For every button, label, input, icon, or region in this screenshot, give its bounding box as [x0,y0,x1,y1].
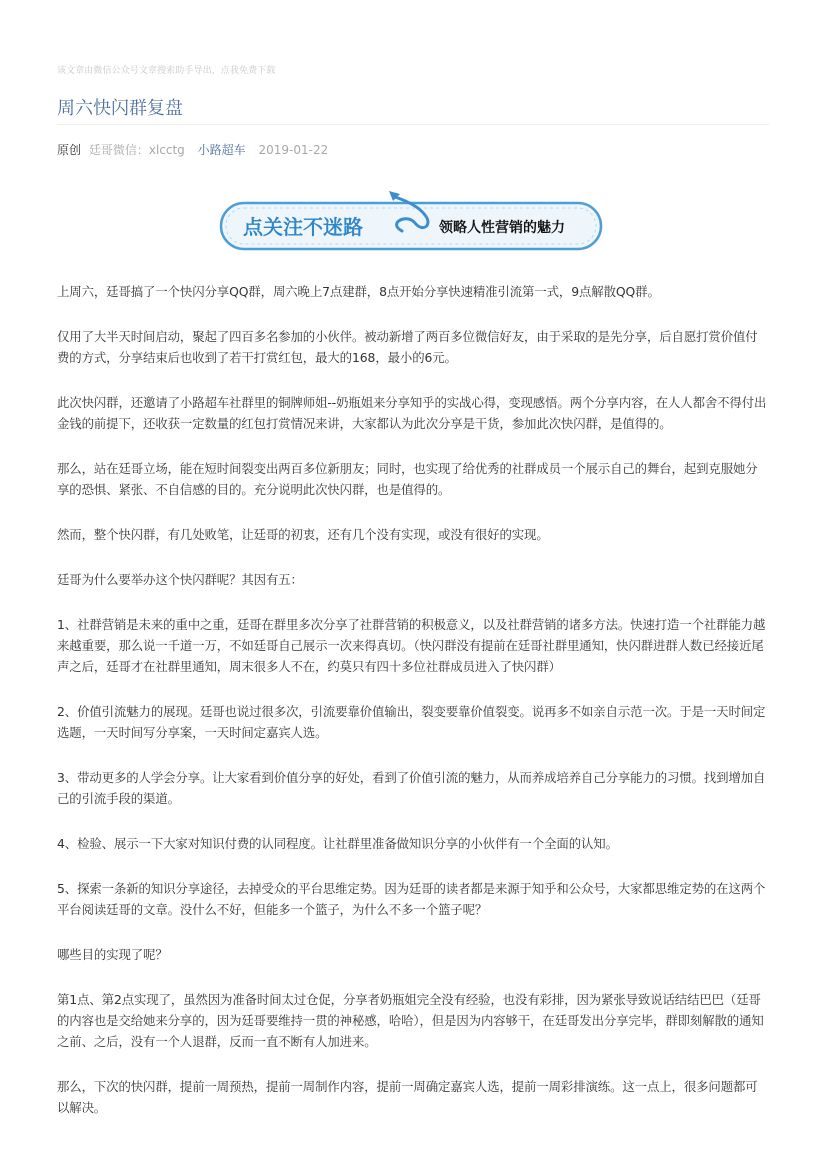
follow-banner-graphic [219,185,603,251]
paragraph: 2、价值引流魅力的展现。廷哥也说过很多次，引流要靠价值输出，裂变要靠价值裂变。说再多不如亲自示范一次。于是一天时间定选题，一天时间写分享案，一天时间定嘉宾人选。 [57,704,766,740]
paragraph: 5、探索一条新的知识分享途径，去掉受众的平台思维定势。因为廷哥的读者都是来源于知乎和公众号，大家都思维定势的在这两个平台阅读廷哥的文章。没什么不好，但能多一个篮子，为什么不多一个篮子呢？ [57,881,766,917]
paragraph: 那么，下次的快闪群，提前一周预热，提前一周制作内容，提前一周确定嘉宾人选，提前一周彩排演练。这一点上，很多问题都可以解决。 [57,1079,758,1115]
paragraph: 此次快闪群，还邀请了小路超车社群里的铜牌师姐--奶瓶姐来分享知乎的实战心得，变现感悟。两个分享内容，在人人都舍不得付出金钱的前提下，还收获一定数量的红包打赏情况来讲，大家都认为此次分享是干货，参加此次快闪群，是值得的。 [57,395,767,431]
banner-left-text: 点关注不迷路 [243,215,363,239]
paragraph: 然而，整个快闪群，有几处败笔，让廷哥的初衷，还有几个没有实现，或没有很好的实现。 [57,527,549,542]
banner-right-text: 领略人性营销的魅力 [439,220,565,236]
paragraph: 4、检验、展示一下大家对知识付费的认同程度。让社群里准备做知识分享的小伙伴有一个全面的认知。 [57,836,618,851]
original-tag: 原创 [57,143,82,157]
article-title: 周六快闪群复盘 [57,98,183,119]
paragraph: 3、带动更多的人学会分享。让大家看到价值分享的好处，看到了价值引流的魅力，从而养成培养自己分享能力的习惯。找到增加自己的引流手段的渠道。 [57,770,766,806]
author-wechat-id: 廷哥微信：xlcctg [88,143,185,157]
export-notice-link[interactable]: 该文章由微信公众号文章搜索助手导出，点我免费下载 [57,66,276,76]
paragraph: 仅用了大半天时间启动，聚起了四百多名参加的小伙伴。被动新增了两百多位微信好友，由于采取的是先分享，后自愿打赏价值付费的方式，分享结束后也收到了若干打赏红包，最大的168，最小的6元。 [57,329,758,365]
channel-name-link[interactable]: 小路超车 [197,143,246,157]
publish-date: 2019-01-22 [258,143,329,157]
title-divider [57,124,769,125]
paragraph: 上周六，廷哥搞了一个快闪分享QQ群，周六晚上7点建群，8点开始分享快速精准引流第一式，9点解散QQ群。 [57,284,660,299]
follow-banner [219,185,603,251]
article-body [57,281,769,1142]
paragraph: 第1点、第2点实现了，虽然因为准备时间太过仓促，分享者奶瓶姐完全没有经验，也没有彩排，因为紧张导致说话结结巴巴（廷哥的内容也是交给她来分享的，因为廷哥要维持一贯的神秘感，哈哈），但是因为内容够干，在廷哥发出分享完毕，群即刻解散的通知之前、之后，没有一个人退群，反而一直不断有人加进来。 [57,992,764,1049]
article-meta [57,141,337,158]
paragraph: 哪些目的实现了呢？ [57,947,168,962]
paragraph: 1、社群营销是未来的重中之重，廷哥在群里多次分享了社群营销的积极意义，以及社群营销的诸多方法。快速打造一个社群能力越来越重要，那么说一千道一万，不如廷哥自己展示一次来得真切。（快闪群没有提前在廷哥社群里通知，快闪群进群人数已经接近尾声之后，廷哥才在社群里通知，周末很多人不在，约莫只有四十多位社群成员进入了快闪群） [57,617,766,674]
paragraph: 那么，站在廷哥立场，能在短时间裂变出两百多位新朋友；同时，也实现了给优秀的社群成员一个展示自己的舞台，起到克服她分享的恐惧、紧张、不自信感的目的。充分说明此次快闪群，也是值得的。 [57,461,758,497]
paragraph: 廷哥为什么要举办这个快闪群呢？其因有五： [57,572,303,587]
